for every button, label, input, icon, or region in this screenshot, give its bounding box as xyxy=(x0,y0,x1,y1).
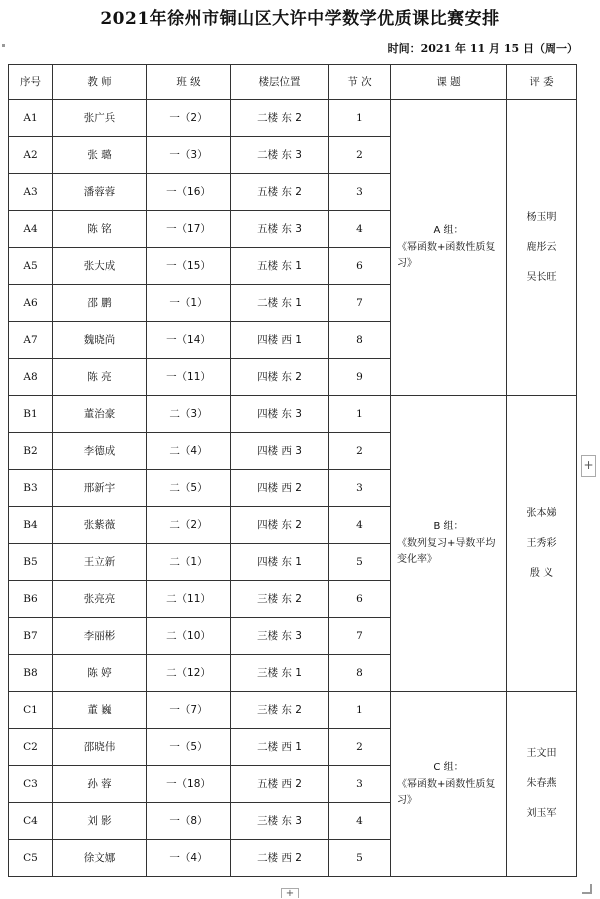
judge-name: 鹿彤云 xyxy=(526,241,557,253)
document-title: 2021年徐州市铜山区大许中学数学优质课比赛安排 xyxy=(100,9,500,29)
cell-class: 一（14） xyxy=(147,322,231,359)
schedule-body xyxy=(9,100,577,877)
cell-period: 6 xyxy=(329,248,391,285)
cell-id: B6 xyxy=(9,581,53,618)
cell-room: 四楼 东 2 xyxy=(231,507,329,544)
cell-teacher: 李丽彬 xyxy=(53,618,147,655)
table-row xyxy=(9,100,577,137)
cell-period: 9 xyxy=(329,359,391,396)
cell-teacher: 潘蓉蓉 xyxy=(53,174,147,211)
judge-name: 王文田 xyxy=(526,748,557,759)
cell-class: 二（2） xyxy=(147,507,231,544)
lesson-topic: 《幂函数+函数性质复习》 xyxy=(397,778,496,806)
cell-class: 一（11） xyxy=(147,359,231,396)
cell-room: 二楼 东 1 xyxy=(231,285,329,322)
header-row xyxy=(9,65,577,100)
cell-period: 2 xyxy=(329,137,391,174)
cell-period: 1 xyxy=(329,692,391,729)
cell-period: 7 xyxy=(329,285,391,322)
header-judges: 评 委 xyxy=(507,65,577,100)
cell-period: 3 xyxy=(329,766,391,803)
header-period: 节 次 xyxy=(329,65,391,100)
cell-class: 一（7） xyxy=(147,692,231,729)
cell-id: B5 xyxy=(9,544,53,581)
cell-teacher: 张 璐 xyxy=(53,137,147,174)
cell-id: A6 xyxy=(9,285,53,322)
judge-name: 王秀彩 xyxy=(526,537,557,549)
cell-class: 一（2） xyxy=(147,100,231,137)
judge-name: 杨玉明 xyxy=(526,211,557,223)
cell-class: 二（4） xyxy=(147,433,231,470)
cell-id: B4 xyxy=(9,507,53,544)
group-label: B 组： xyxy=(433,521,464,532)
cell-room: 四楼 西 1 xyxy=(231,322,329,359)
cell-id: A5 xyxy=(9,248,53,285)
cell-room: 二楼 西 2 xyxy=(231,840,329,877)
cell-teacher: 王立新 xyxy=(53,544,147,581)
cell-class: 二（1） xyxy=(147,544,231,581)
cell-room: 五楼 东 1 xyxy=(231,248,329,285)
cell-id: B7 xyxy=(9,618,53,655)
cell-teacher: 张亮亮 xyxy=(53,581,147,618)
cell-id: A8 xyxy=(9,359,53,396)
cell-id: A7 xyxy=(9,322,53,359)
cell-period: 1 xyxy=(329,100,391,137)
cell-teacher: 董 巍 xyxy=(53,692,147,729)
cell-period: 7 xyxy=(329,618,391,655)
cell-class: 一（1） xyxy=(147,285,231,322)
cell-period: 8 xyxy=(329,322,391,359)
cell-room: 二楼 东 2 xyxy=(231,100,329,137)
cell-class: 二（3） xyxy=(147,396,231,433)
cell-teacher: 刘 影 xyxy=(53,803,147,840)
cell-class: 二（11） xyxy=(147,581,231,618)
cell-teacher: 邢新宇 xyxy=(53,470,147,507)
cell-room: 二楼 西 1 xyxy=(231,729,329,766)
cell-teacher: 张大成 xyxy=(53,248,147,285)
cell-period: 4 xyxy=(329,211,391,248)
cell-room: 二楼 东 3 xyxy=(231,137,329,174)
table-row xyxy=(9,692,577,729)
header-teacher: 教 师 xyxy=(53,65,147,100)
cell-teacher: 张广兵 xyxy=(53,100,147,137)
cell-period: 5 xyxy=(329,840,391,877)
cell-room: 三楼 东 3 xyxy=(231,618,329,655)
group-b-judges-cell xyxy=(507,396,577,692)
cell-teacher: 邵晓伟 xyxy=(53,729,147,766)
cell-room: 五楼 西 2 xyxy=(231,766,329,803)
cell-room: 三楼 东 1 xyxy=(231,655,329,692)
cell-period: 4 xyxy=(329,507,391,544)
cell-teacher: 李德成 xyxy=(53,433,147,470)
cell-class: 一（18） xyxy=(147,766,231,803)
cell-teacher: 张紫薇 xyxy=(53,507,147,544)
table-resize-handle[interactable] xyxy=(582,884,592,894)
judge-name: 刘玉军 xyxy=(526,808,557,819)
cell-class: 一（15） xyxy=(147,248,231,285)
cell-teacher: 孙 蓉 xyxy=(53,766,147,803)
cell-room: 四楼 东 3 xyxy=(231,396,329,433)
cell-room: 四楼 东 1 xyxy=(231,544,329,581)
cell-room: 三楼 东 3 xyxy=(231,803,329,840)
cell-teacher: 陈 亮 xyxy=(53,359,147,396)
cell-period: 2 xyxy=(329,729,391,766)
cell-id: A3 xyxy=(9,174,53,211)
cell-id: B1 xyxy=(9,396,53,433)
cell-id: C2 xyxy=(9,729,53,766)
cell-teacher: 陈 婷 xyxy=(53,655,147,692)
cell-period: 8 xyxy=(329,655,391,692)
group-a-judges-cell xyxy=(507,100,577,396)
cell-room: 四楼 西 3 xyxy=(231,433,329,470)
group-c-judges-cell xyxy=(507,692,577,877)
cell-id: A1 xyxy=(9,100,53,137)
cell-period: 1 xyxy=(329,396,391,433)
cell-class: 一（16） xyxy=(147,174,231,211)
cell-id: B3 xyxy=(9,470,53,507)
group-c-topic-cell xyxy=(391,692,507,877)
judge-name: 张本娣 xyxy=(526,507,557,519)
header-topic: 课 题 xyxy=(391,65,507,100)
cell-room: 四楼 东 2 xyxy=(231,359,329,396)
header-class: 班 级 xyxy=(147,65,231,100)
table-row xyxy=(9,396,577,433)
judge-name: 朱春燕 xyxy=(526,778,557,789)
document-date: 时间：2021 年 11 月 15 日（周一） xyxy=(387,42,578,55)
header-id: 序号 xyxy=(9,65,53,100)
cell-id: C5 xyxy=(9,840,53,877)
cell-class: 一（17） xyxy=(147,211,231,248)
group-label: A 组： xyxy=(433,225,464,236)
add-row-button[interactable]: + xyxy=(281,888,299,898)
cell-id: A2 xyxy=(9,137,53,174)
group-label: C 组： xyxy=(433,761,464,773)
cell-class: 一（5） xyxy=(147,729,231,766)
header-room: 楼层位置 xyxy=(231,65,329,100)
add-column-button[interactable]: + xyxy=(581,455,596,477)
cell-id: C1 xyxy=(9,692,53,729)
cell-teacher: 魏晓尚 xyxy=(53,322,147,359)
cell-class: 二（10） xyxy=(147,618,231,655)
group-a-topic-cell xyxy=(391,100,507,396)
cell-class: 一（8） xyxy=(147,803,231,840)
cell-teacher: 陈 铭 xyxy=(53,211,147,248)
cell-period: 6 xyxy=(329,581,391,618)
cell-class: 二（5） xyxy=(147,470,231,507)
judge-name: 吴长旺 xyxy=(526,271,557,283)
cell-teacher: 邵 鹏 xyxy=(53,285,147,322)
cell-id: A4 xyxy=(9,211,53,248)
cell-room: 三楼 东 2 xyxy=(231,692,329,729)
cell-room: 五楼 东 3 xyxy=(231,211,329,248)
group-b-topic-cell xyxy=(391,396,507,692)
cell-teacher: 董治豪 xyxy=(53,396,147,433)
cell-period: 3 xyxy=(329,470,391,507)
cell-id: C3 xyxy=(9,766,53,803)
cell-id: C4 xyxy=(9,803,53,840)
cell-id: B8 xyxy=(9,655,53,692)
cell-period: 3 xyxy=(329,174,391,211)
cell-period: 5 xyxy=(329,544,391,581)
cell-class: 一（3） xyxy=(147,137,231,174)
cell-teacher: 徐文娜 xyxy=(53,840,147,877)
schedule-table xyxy=(8,64,577,877)
cell-class: 二（12） xyxy=(147,655,231,692)
cell-room: 五楼 东 2 xyxy=(231,174,329,211)
cell-id: B2 xyxy=(9,433,53,470)
judge-name: 殷 义 xyxy=(529,567,554,579)
cell-class: 一（4） xyxy=(147,840,231,877)
margin-marker xyxy=(2,44,5,47)
lesson-topic: 《幂函数+函数性质复习》 xyxy=(397,242,496,269)
cell-room: 三楼 东 2 xyxy=(231,581,329,618)
cell-period: 2 xyxy=(329,433,391,470)
cell-room: 四楼 西 2 xyxy=(231,470,329,507)
cell-period: 4 xyxy=(329,803,391,840)
lesson-topic: 《数列复习+导数平均变化率》 xyxy=(397,538,496,565)
